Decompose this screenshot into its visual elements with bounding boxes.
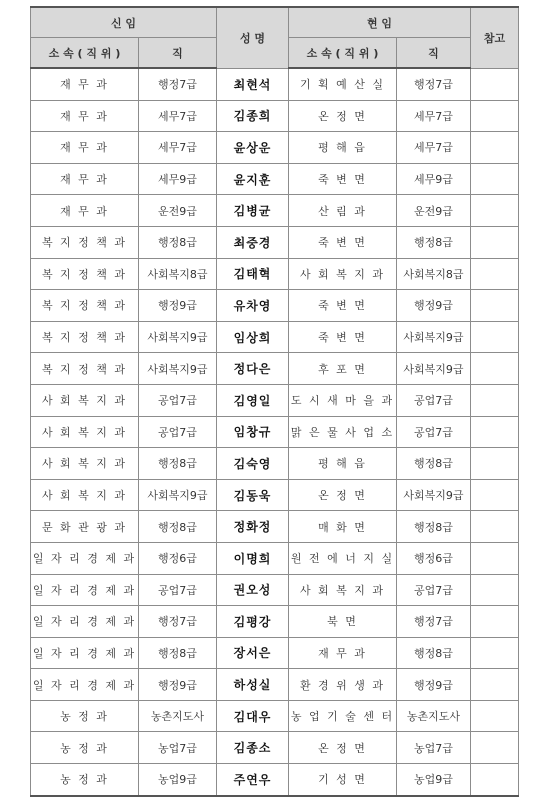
current-dept-cell: 평 해 읍 xyxy=(289,448,397,480)
note-cell xyxy=(471,764,519,796)
current-grade-cell: 행정9급 xyxy=(397,290,471,322)
name-cell: 김병균 xyxy=(217,195,289,227)
new-dept-cell: 복 지 정 책 과 xyxy=(31,258,139,290)
name-cell: 김태혁 xyxy=(217,258,289,290)
new-dept-cell: 농 정 과 xyxy=(31,764,139,796)
new-grade-cell: 행정7급 xyxy=(139,68,217,100)
current-grade-cell: 행정8급 xyxy=(397,448,471,480)
current-grade-cell: 사회복지8급 xyxy=(397,258,471,290)
current-grade-cell: 공업7급 xyxy=(397,574,471,606)
current-grade-cell: 세무7급 xyxy=(397,100,471,132)
note-cell xyxy=(471,637,519,669)
current-dept-cell: 사 회 복 지 과 xyxy=(289,258,397,290)
current-grade-cell: 농업7급 xyxy=(397,732,471,764)
name-cell: 유차영 xyxy=(217,290,289,322)
current-dept-cell: 사 회 복 지 과 xyxy=(289,574,397,606)
note-cell xyxy=(471,448,519,480)
name-cell: 권오성 xyxy=(217,574,289,606)
new-dept-cell: 일 자 리 경 제 과 xyxy=(31,606,139,638)
current-dept-cell: 북 면 xyxy=(289,606,397,638)
name-cell: 하성실 xyxy=(217,669,289,701)
current-grade-cell: 사회복지9급 xyxy=(397,479,471,511)
new-dept-cell: 일 자 리 경 제 과 xyxy=(31,574,139,606)
table-row xyxy=(31,764,519,796)
current-dept-cell: 맑 은 물 사 업 소 xyxy=(289,416,397,448)
current-dept-cell: 도 시 새 마 을 과 xyxy=(289,384,397,416)
current-dept-cell: 죽 변 면 xyxy=(289,321,397,353)
name-cell: 김숙영 xyxy=(217,448,289,480)
table-row xyxy=(31,68,519,100)
header-current-post: 현 임 xyxy=(289,7,471,38)
note-cell xyxy=(471,542,519,574)
name-cell: 임상희 xyxy=(217,321,289,353)
new-grade-cell: 사회복지9급 xyxy=(139,353,217,385)
table-row xyxy=(31,321,519,353)
header-new-post: 신 임 xyxy=(31,7,217,38)
header-name: 성 명 xyxy=(217,7,289,68)
note-cell xyxy=(471,669,519,701)
current-dept-cell: 죽 변 면 xyxy=(289,290,397,322)
current-grade-cell: 세무9급 xyxy=(397,163,471,195)
current-dept-cell: 온 정 면 xyxy=(289,100,397,132)
table-row xyxy=(31,132,519,164)
name-cell: 김종소 xyxy=(217,732,289,764)
note-cell xyxy=(471,226,519,258)
current-grade-cell: 행정7급 xyxy=(397,68,471,100)
current-grade-cell: 세무7급 xyxy=(397,132,471,164)
new-grade-cell: 세무7급 xyxy=(139,132,217,164)
new-grade-cell: 세무7급 xyxy=(139,100,217,132)
current-dept-cell: 원 전 에 너 지 실 xyxy=(289,542,397,574)
current-grade-cell: 공업7급 xyxy=(397,416,471,448)
table-row xyxy=(31,700,519,732)
table-row xyxy=(31,226,519,258)
new-grade-cell: 공업7급 xyxy=(139,384,217,416)
table-row xyxy=(31,479,519,511)
current-grade-cell: 행정9급 xyxy=(397,669,471,701)
new-dept-cell: 문 화 관 광 과 xyxy=(31,511,139,543)
new-dept-cell: 사 회 복 지 과 xyxy=(31,448,139,480)
current-grade-cell: 행정8급 xyxy=(397,511,471,543)
current-grade-cell: 운전9급 xyxy=(397,195,471,227)
new-grade-cell: 세무9급 xyxy=(139,163,217,195)
table-body xyxy=(31,68,519,796)
note-cell xyxy=(471,353,519,385)
new-grade-cell: 행정9급 xyxy=(139,669,217,701)
note-cell xyxy=(471,321,519,353)
note-cell xyxy=(471,700,519,732)
current-dept-cell: 평 해 읍 xyxy=(289,132,397,164)
current-dept-cell: 농 업 기 술 센 터 xyxy=(289,700,397,732)
table-row xyxy=(31,195,519,227)
current-dept-cell: 온 정 면 xyxy=(289,479,397,511)
header-new-grade: 직 xyxy=(139,38,217,69)
new-dept-cell: 일 자 리 경 제 과 xyxy=(31,669,139,701)
table-row xyxy=(31,290,519,322)
new-dept-cell: 복 지 정 책 과 xyxy=(31,321,139,353)
table-row xyxy=(31,637,519,669)
name-cell: 임창규 xyxy=(217,416,289,448)
name-cell: 김영일 xyxy=(217,384,289,416)
new-dept-cell: 재 무 과 xyxy=(31,68,139,100)
table-row xyxy=(31,574,519,606)
new-grade-cell: 행정8급 xyxy=(139,511,217,543)
name-cell: 장서은 xyxy=(217,637,289,669)
note-cell xyxy=(471,132,519,164)
new-grade-cell: 사회복지9급 xyxy=(139,479,217,511)
current-grade-cell: 행정8급 xyxy=(397,226,471,258)
new-grade-cell: 행정8급 xyxy=(139,637,217,669)
table-row xyxy=(31,416,519,448)
name-cell: 이명희 xyxy=(217,542,289,574)
current-dept-cell: 온 정 면 xyxy=(289,732,397,764)
new-dept-cell: 사 회 복 지 과 xyxy=(31,384,139,416)
name-cell: 김평강 xyxy=(217,606,289,638)
table-row xyxy=(31,732,519,764)
note-cell xyxy=(471,68,519,100)
note-cell xyxy=(471,479,519,511)
name-cell: 윤상운 xyxy=(217,132,289,164)
note-cell xyxy=(471,290,519,322)
current-dept-cell: 기 획 예 산 실 xyxy=(289,68,397,100)
new-grade-cell: 행정6급 xyxy=(139,542,217,574)
new-grade-cell: 공업7급 xyxy=(139,416,217,448)
table-row xyxy=(31,100,519,132)
new-grade-cell: 농업7급 xyxy=(139,732,217,764)
name-cell: 윤지훈 xyxy=(217,163,289,195)
header-note: 참고 xyxy=(471,7,519,68)
note-cell xyxy=(471,574,519,606)
table-row xyxy=(31,542,519,574)
current-grade-cell: 농업9급 xyxy=(397,764,471,796)
personnel-transfer-table xyxy=(30,6,519,797)
new-grade-cell: 행정8급 xyxy=(139,448,217,480)
current-dept-cell: 죽 변 면 xyxy=(289,226,397,258)
name-cell: 김종희 xyxy=(217,100,289,132)
header-new-dept: 소 속 ( 직 위 ) xyxy=(31,38,139,69)
table-row xyxy=(31,606,519,638)
current-dept-cell: 재 무 과 xyxy=(289,637,397,669)
current-grade-cell: 농촌지도사 xyxy=(397,700,471,732)
new-grade-cell: 사회복지8급 xyxy=(139,258,217,290)
current-grade-cell: 행정8급 xyxy=(397,637,471,669)
note-cell xyxy=(471,258,519,290)
table-row xyxy=(31,384,519,416)
table-row xyxy=(31,258,519,290)
new-grade-cell: 행정9급 xyxy=(139,290,217,322)
note-cell xyxy=(471,416,519,448)
header-current-grade: 직 xyxy=(397,38,471,69)
new-grade-cell: 농업9급 xyxy=(139,764,217,796)
name-cell: 최중경 xyxy=(217,226,289,258)
new-grade-cell: 행정7급 xyxy=(139,606,217,638)
new-dept-cell: 농 정 과 xyxy=(31,732,139,764)
new-dept-cell: 재 무 과 xyxy=(31,163,139,195)
new-dept-cell: 농 정 과 xyxy=(31,700,139,732)
name-cell: 김동욱 xyxy=(217,479,289,511)
new-dept-cell: 재 무 과 xyxy=(31,132,139,164)
note-cell xyxy=(471,732,519,764)
note-cell xyxy=(471,100,519,132)
new-grade-cell: 공업7급 xyxy=(139,574,217,606)
new-dept-cell: 복 지 정 책 과 xyxy=(31,290,139,322)
table-row xyxy=(31,353,519,385)
new-dept-cell: 일 자 리 경 제 과 xyxy=(31,542,139,574)
new-grade-cell: 운전9급 xyxy=(139,195,217,227)
current-dept-cell: 환 경 위 생 과 xyxy=(289,669,397,701)
table-row xyxy=(31,448,519,480)
new-grade-cell: 행정8급 xyxy=(139,226,217,258)
current-dept-cell: 기 성 면 xyxy=(289,764,397,796)
note-cell xyxy=(471,384,519,416)
new-dept-cell: 복 지 정 책 과 xyxy=(31,226,139,258)
current-grade-cell: 공업7급 xyxy=(397,384,471,416)
current-dept-cell: 죽 변 면 xyxy=(289,163,397,195)
new-dept-cell: 복 지 정 책 과 xyxy=(31,353,139,385)
current-dept-cell: 후 포 면 xyxy=(289,353,397,385)
current-grade-cell: 행정7급 xyxy=(397,606,471,638)
new-dept-cell: 재 무 과 xyxy=(31,195,139,227)
new-grade-cell: 농촌지도사 xyxy=(139,700,217,732)
personnel-table-container xyxy=(30,6,519,797)
current-dept-cell: 매 화 면 xyxy=(289,511,397,543)
name-cell: 정화정 xyxy=(217,511,289,543)
name-cell: 김대우 xyxy=(217,700,289,732)
new-dept-cell: 사 회 복 지 과 xyxy=(31,479,139,511)
note-cell xyxy=(471,163,519,195)
header-current-dept: 소 속 ( 직 위 ) xyxy=(289,38,397,69)
current-grade-cell: 사회복지9급 xyxy=(397,321,471,353)
new-dept-cell: 일 자 리 경 제 과 xyxy=(31,637,139,669)
table-row xyxy=(31,511,519,543)
note-cell xyxy=(471,195,519,227)
current-dept-cell: 산 림 과 xyxy=(289,195,397,227)
table-row xyxy=(31,669,519,701)
new-dept-cell: 재 무 과 xyxy=(31,100,139,132)
table-header xyxy=(31,7,519,68)
name-cell: 최현석 xyxy=(217,68,289,100)
new-grade-cell: 사회복지9급 xyxy=(139,321,217,353)
new-dept-cell: 사 회 복 지 과 xyxy=(31,416,139,448)
table-row xyxy=(31,163,519,195)
current-grade-cell: 행정6급 xyxy=(397,542,471,574)
note-cell xyxy=(471,511,519,543)
current-grade-cell: 사회복지9급 xyxy=(397,353,471,385)
note-cell xyxy=(471,606,519,638)
name-cell: 정다은 xyxy=(217,353,289,385)
name-cell: 주연우 xyxy=(217,764,289,796)
